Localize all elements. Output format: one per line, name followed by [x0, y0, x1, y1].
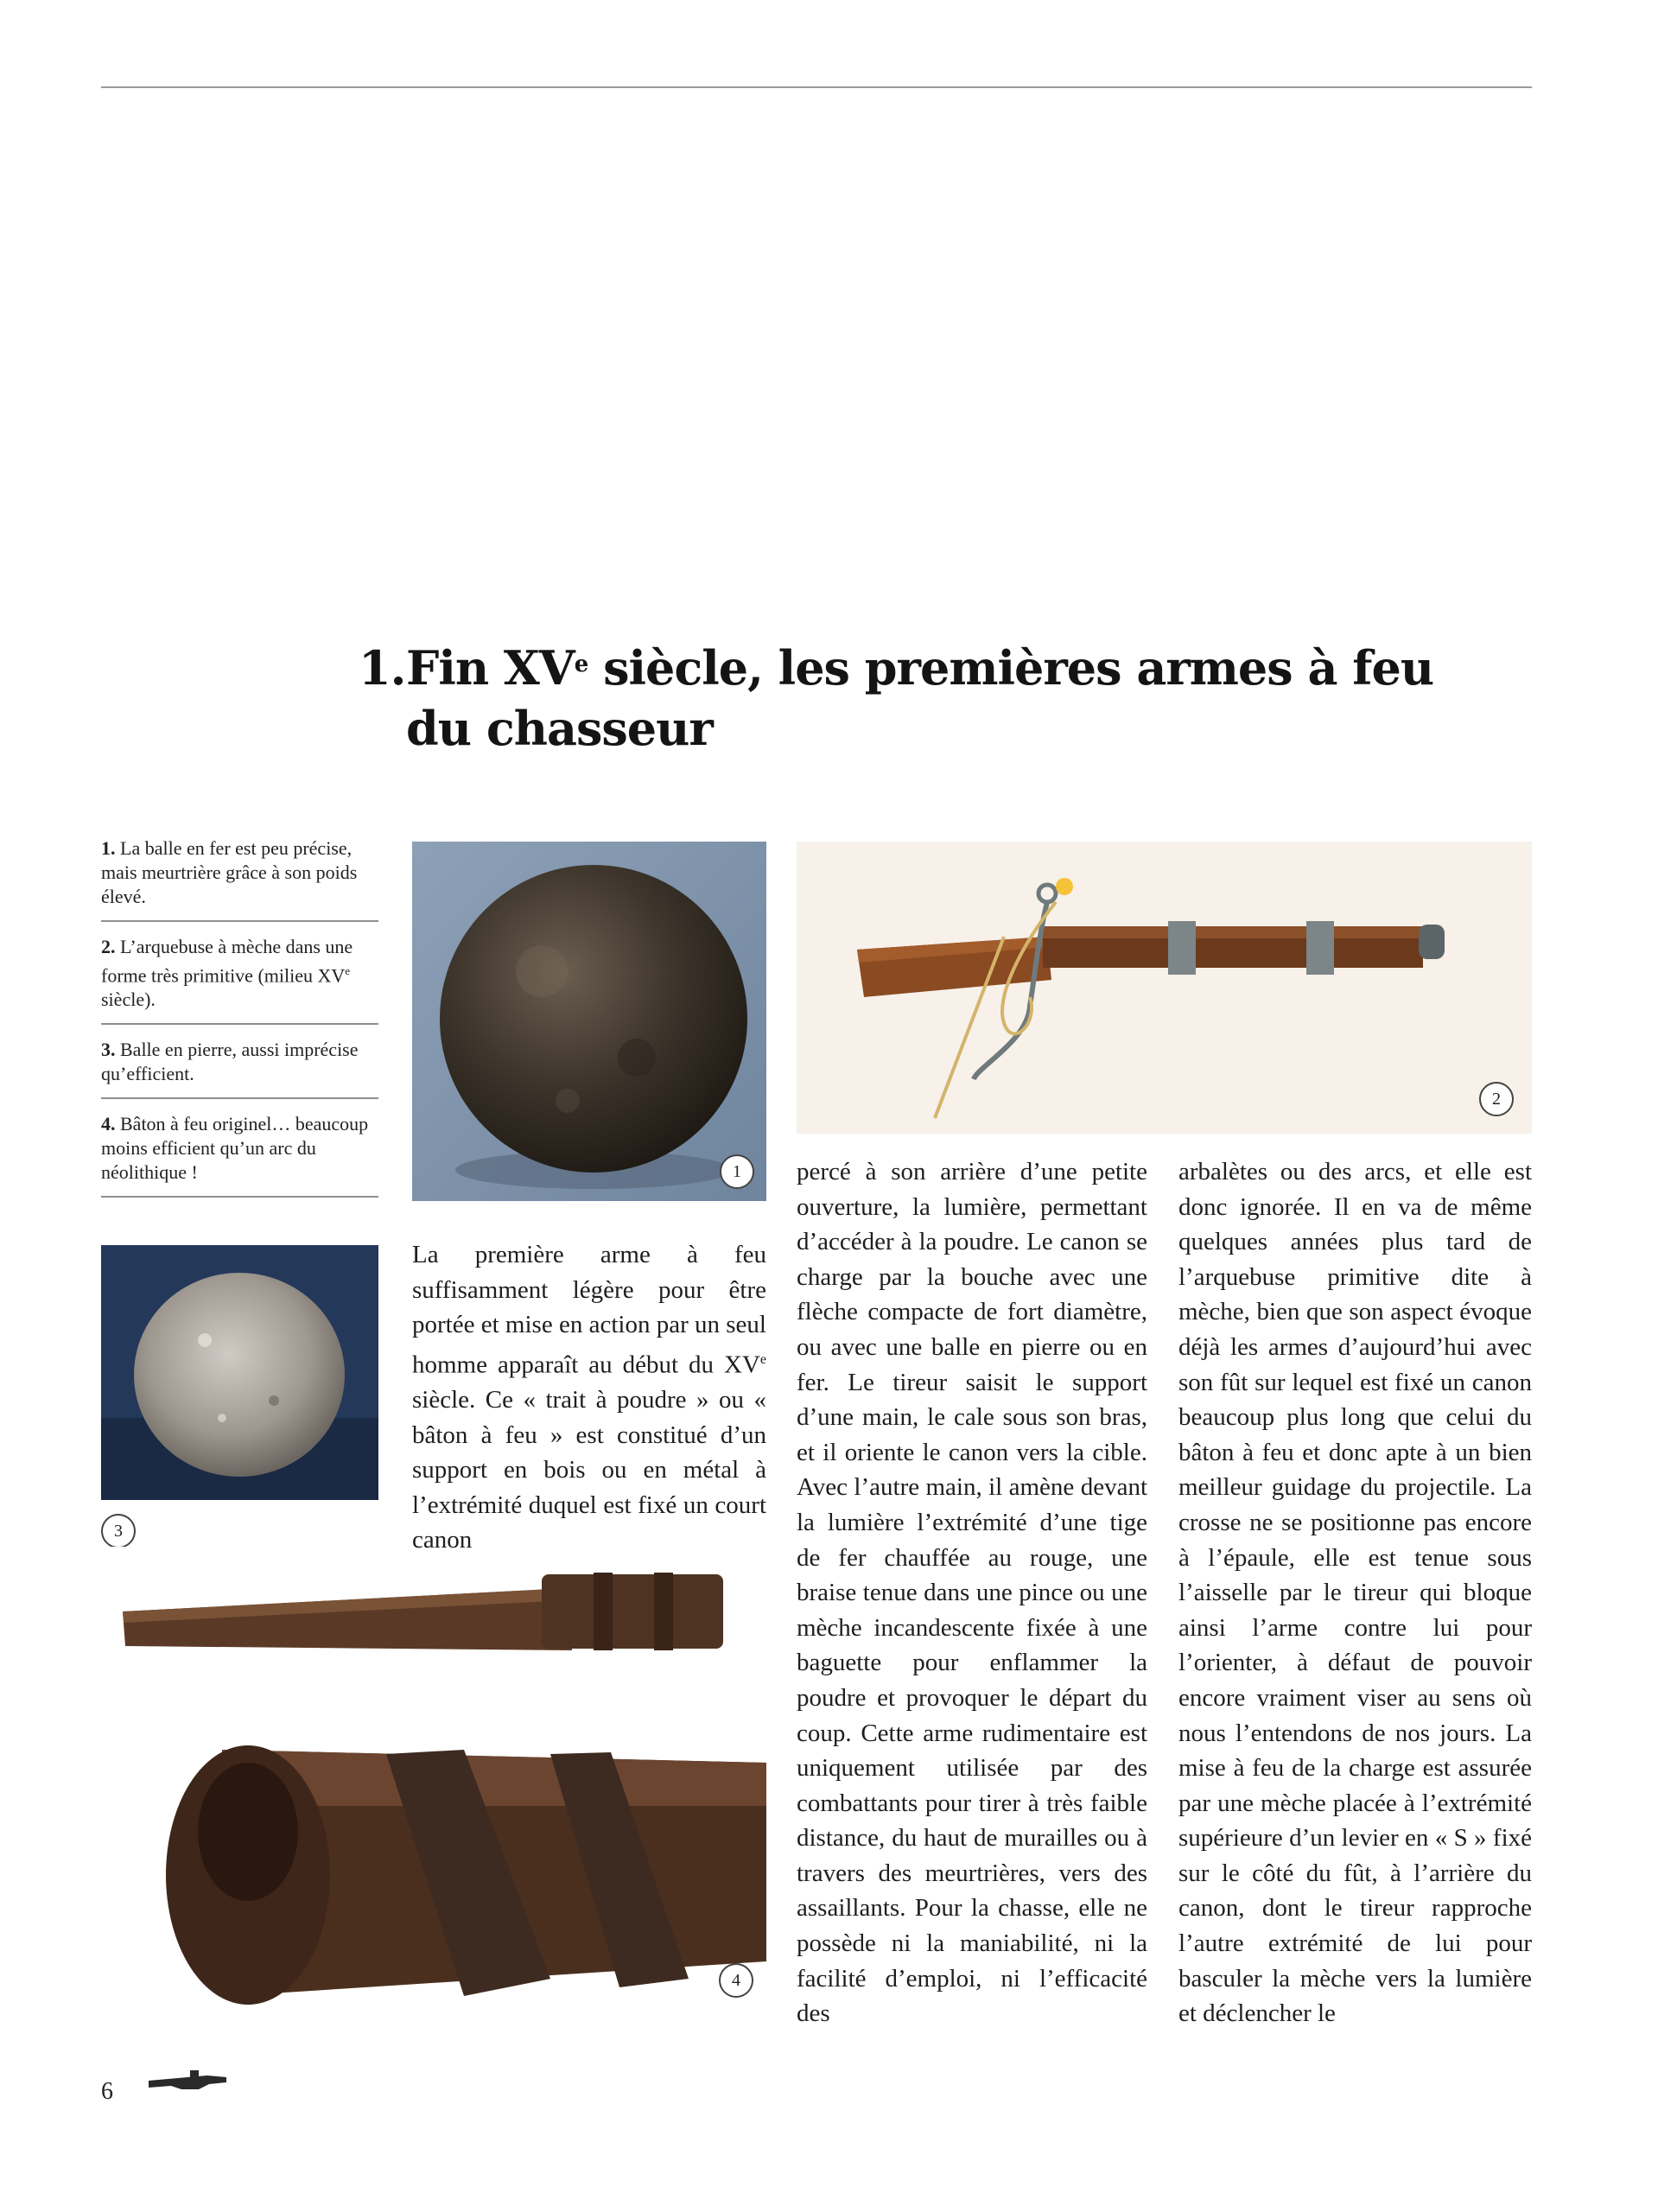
- caption-text-a: L’arquebuse à mèche dans une forme très primitive (milieu XV: [101, 936, 353, 987]
- figure-badge-3: 3: [101, 1514, 136, 1548]
- caption-3: [101, 1036, 378, 1099]
- chapter-title: [359, 638, 1482, 759]
- body-column-1-b: siècle. Ce « trait à poudre » ou « bâton à feu » est constitué d’un support en bois ou en métal à l’extrémité duquel est fixé un court canon: [412, 1386, 766, 1554]
- top-rule: [101, 86, 1532, 88]
- body-superscript: e: [759, 1351, 766, 1367]
- caption-superscript: e: [345, 964, 351, 977]
- caption-number: 1.: [101, 837, 116, 859]
- title-line1-a: Fin XV: [406, 640, 575, 696]
- caption-text: Bâton à feu originel… beaucoup moins efficient qu’un arc du néolithique !: [101, 1113, 369, 1184]
- figure-badge-2: 2: [1479, 1082, 1514, 1116]
- figure-badge-4: 4: [719, 1963, 753, 1998]
- body-column-2: percé à son arrière d’une petite ouverture, la lumière, permettant d’accéder à la poudre. Le canon se charge par la bouche avec une flèche compacte de fort diamètre, ou avec une balle en pierre ou en fer. Le tireur saisit le support d’une main, le cale sous son bras, et il oriente le canon vers la cible. Avec l’autre main, il amène devant la lumière l’extrémité d’une tige de fer chauffée au rouge, une braise tenue dans une pince ou une mèche incandescente fixée à une baguette pour enflammer la poudre et provoquer le départ du coup. Cette arme rudimentaire est uniquement utilisée par des combattants pour tirer à très faible distance, du haut de murailles ou à travers des meurtrières, vers des assaillants. Pour la chasse, elle ne possède ni la maniabilité, ni la facilité d’emploi, ni l’efficacité des: [797, 1158, 1147, 2028]
- title-line1-b: siècle, les premières armes à feu: [588, 640, 1434, 696]
- body-column-1-a: La première arme à feu suffisamment légère pour être portée et mise en action par un seul homme apparaît au début du XV: [412, 1241, 766, 1379]
- photo-matchlock-arquebus: [797, 842, 1532, 1134]
- title-superscript: e: [574, 652, 588, 677]
- caption-text: Balle en pierre, aussi imprécise qu’efficient.: [101, 1039, 359, 1085]
- caption-number: 3.: [101, 1039, 116, 1061]
- iron-ball-image: [412, 842, 766, 1201]
- body-column-3: arbalètes ou des arcs, et elle est donc ignorée. Il en va de même quelques années plus tard de l’arquebuse primitive dite à mèche, bien que son aspect évoque déjà les armes d’aujourd’hui avec son fût sur lequel est fixé un canon beaucoup plus long que celui du bâton à feu et donc apte à un bien meilleur guidage du projectile. La crosse ne se positionne pas encore à l’épaule, elle est tenue sous l’aisselle par le tireur qui bloque ainsi l’arme contre lui pour l’orienter, à défaut de pouvoir encore vraiment viser au sens où nous l’entendons de nos jours. La mise à feu de la charge est assurée par une mèche placée à l’extrémité supérieure d’un levier en « S » fixé sur le côté du fût, à l’arrière du canon, dont le tireur rapproche l’autre extrémité de lui pour basculer la mèche vers la lumière et déclencher le: [1178, 1158, 1532, 2028]
- body-column-1: [412, 1237, 766, 1558]
- pistol-ornament-icon: [147, 2063, 229, 2098]
- title-line2: du chasseur: [406, 701, 713, 756]
- caption-text: La balle en fer est peu précise, mais meurtrière grâce à son poids élevé.: [101, 837, 358, 907]
- caption-number: 2.: [101, 936, 116, 957]
- baton-a-feu-image: [101, 1547, 766, 2009]
- caption-number: 4.: [101, 1113, 116, 1135]
- page-number: 6: [101, 2078, 113, 2105]
- stone-ball-image: [101, 1245, 378, 1500]
- arquebus-illustration: [797, 842, 1532, 1134]
- caption-4: [101, 1110, 378, 1198]
- photo-baton-a-feu: [101, 1547, 766, 2009]
- figure-badge-1: 1: [720, 1154, 754, 1189]
- caption-list: [101, 835, 378, 1209]
- caption-text-b: siècle).: [101, 988, 156, 1011]
- chapter-number: 1.: [359, 640, 406, 696]
- caption-1: [101, 835, 378, 922]
- photo-iron-ball: [412, 842, 766, 1201]
- caption-2: [101, 933, 378, 1025]
- photo-stone-ball: [101, 1245, 378, 1500]
